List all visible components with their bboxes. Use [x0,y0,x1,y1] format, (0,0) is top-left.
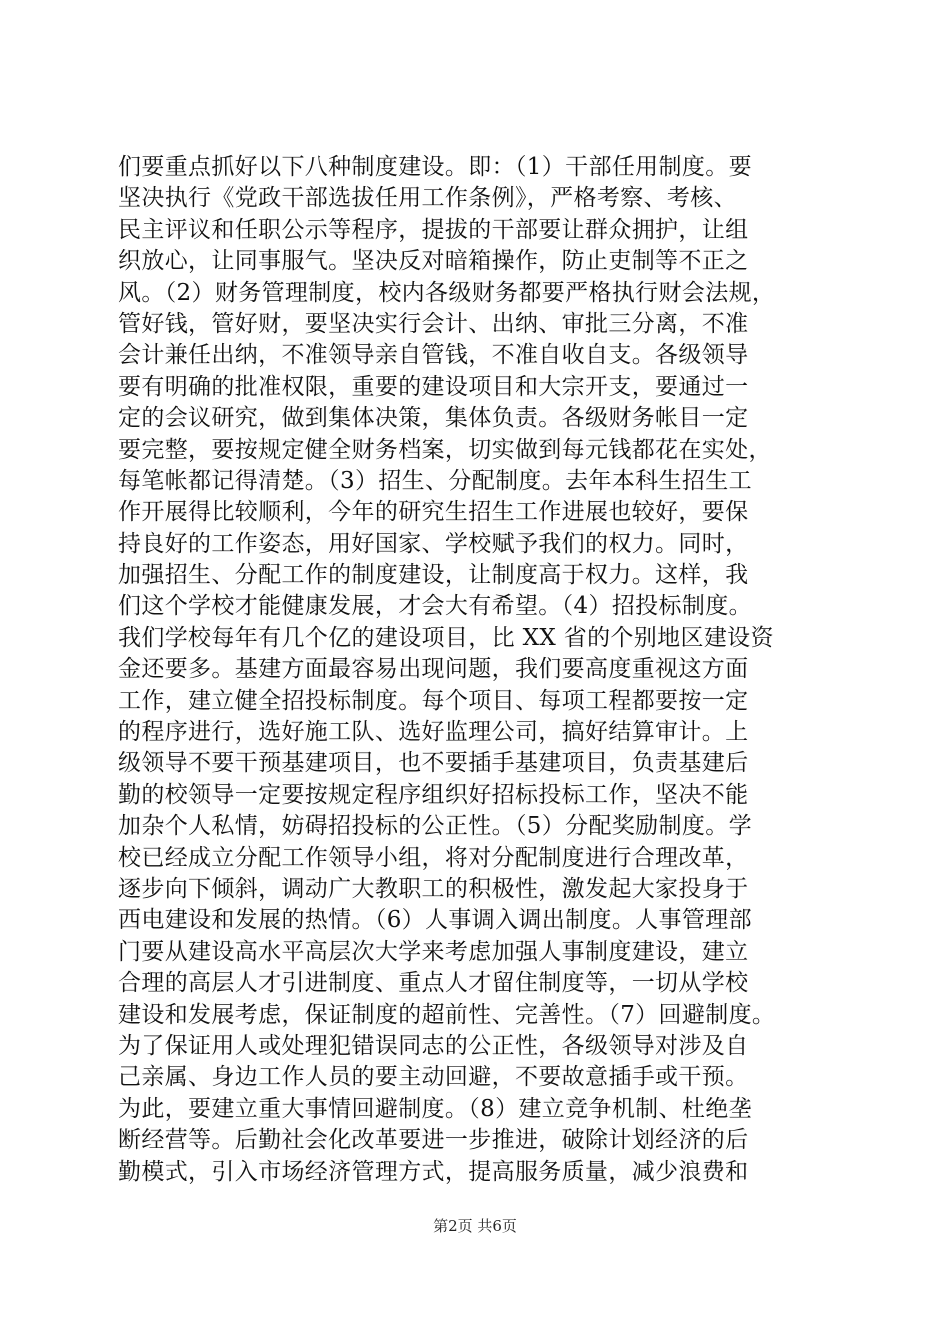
text-line: 织放心，让同事服气。坚决反对暗箱操作，防止吏制等不正之 [118,248,749,275]
text-line: 我们学校每年有几个亿的建设项目，比 XX 省的个别地区建设资 [118,624,774,651]
text-line: 民主评议和任职公示等程序，提拔的干部要让群众拥护，让组 [118,216,749,243]
text-line: 校已经成立分配工作领导小组，将对分配制度进行合理改革， [118,844,749,871]
text-line: 建设和发展考虑，保证制度的超前性、完善性。（7）回避制度。 [118,1001,776,1028]
body-text [118,152,848,1188]
text-line: 己亲属、身边工作人员的要主动回避，不要故意插手或干预。 [118,1064,749,1091]
text-line: 定的会议研究，做到集体决策，集体负责。各级财务帐目一定 [118,405,749,432]
text-line: 要完整，要按规定健全财务档案，切实做到每元钱都花在实处， [118,436,772,463]
text-line: 西电建设和发展的热情。（6）人事调入调出制度。人事管理部 [118,907,752,934]
text-line: 为此，要建立重大事情回避制度。（8）建立竞争机制、杜绝垄 [118,1095,752,1122]
text-line: 风。（2）财务管理制度，校内各级财务都要严格执行财会法规， [118,279,776,306]
text-line: 勤模式，引入市场经济管理方式，提高服务质量，减少浪费和 [118,1158,749,1185]
text-line: 勤的校领导一定要按规定程序组织好招标投标工作，坚决不能 [118,781,749,808]
text-line: 作开展得比较顺利，今年的研究生招生工作进展也较好，要保 [118,499,749,526]
text-line: 门要从建设高水平高层次大学来考虑加强人事制度建设，建立 [118,938,749,965]
text-line: 坚决执行《党政干部选拔任用工作条例》，严格考察、考核、 [118,185,737,212]
text-line: 持良好的工作姿态，用好国家、学校赋予我们的权力。同时， [118,530,749,557]
text-line: 加强招生、分配工作的制度建设，让制度高于权力。这样，我 [118,562,749,589]
text-line: 管好钱，管好财，要坚决实行会计、出纳、审批三分离，不准 [118,310,749,337]
text-line: 金还要多。基建方面最容易出现问题，我们要高度重视这方面 [118,656,749,683]
text-line: 为了保证用人或处理犯错误同志的公正性，各级领导对涉及自 [118,1032,749,1059]
text-line: 级领导不要干预基建项目，也不要插手基建项目，负责基建后 [118,750,749,777]
text-line: 逐步向下倾斜，调动广大教职工的积极性，激发起大家投身于 [118,875,749,902]
text-line: 要有明确的批准权限，重要的建设项目和大宗开支，要通过一 [118,373,749,400]
text-line: 工作，建立健全招投标制度。每个项目、每项工程都要按一定 [118,687,749,714]
text-line: 断经营等。后勤社会化改革要进一步推进，破除计划经济的后 [118,1127,749,1154]
text-line: 合理的高层人才引进制度、重点人才留住制度等，一切从学校 [118,970,749,997]
text-line: 每笔帐都记得清楚。（3）招生、分配制度。去年本科生招生工 [118,467,752,494]
text-line: 们这个学校才能健康发展，才会大有希望。（4）招投标制度。 [118,593,752,620]
text-line: 加杂个人私情，妨碍招投标的公正性。（5）分配奖励制度。学 [118,813,752,840]
text-line: 们要重点抓好以下八种制度建设。即：（1）干部任用制度。要 [118,154,752,180]
page-footer: 第2页 共6页 [433,1217,517,1235]
text-line: 的程序进行，选好施工队、选好监理公司，搞好结算审计。上 [118,719,749,746]
text-line: 会计兼任出纳，不准领导亲自管钱，不准自收自支。各级领导 [118,342,749,369]
